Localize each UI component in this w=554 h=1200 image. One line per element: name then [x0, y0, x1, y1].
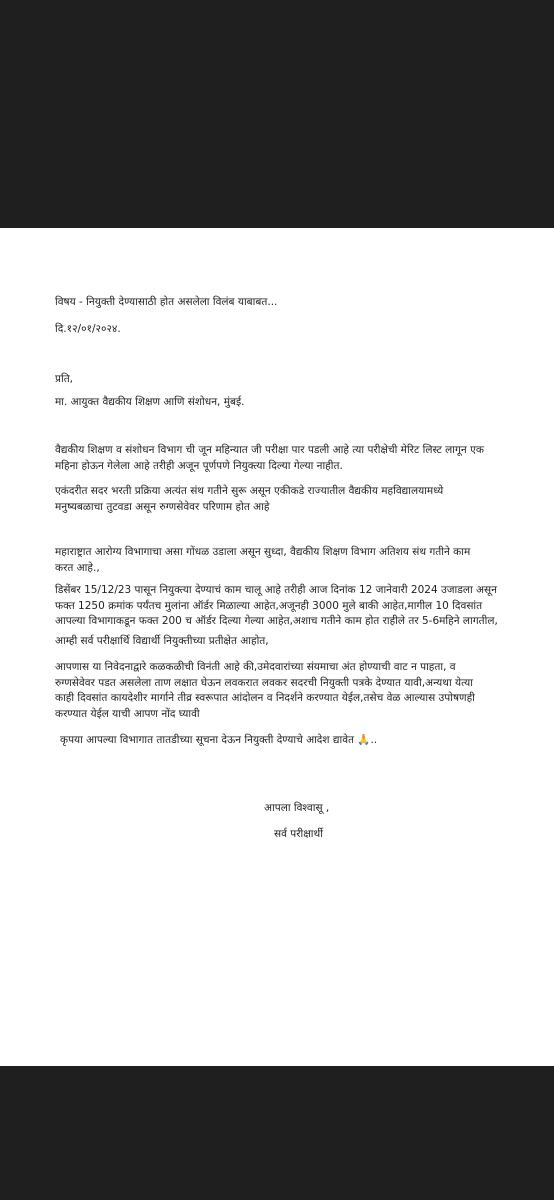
request-line — [60, 732, 530, 748]
paragraph-2-line: एकंदरीत सदर भरती प्रक्रिया अत्यंत संथ गतीने सुरू असून एकीकडे राज्यातील वैद्यकीय महविद्यालयामध्ये — [55, 485, 444, 497]
folded-hands-icon: 🙏 — [357, 734, 371, 746]
letter-salutation: प्रति, — [55, 373, 74, 385]
paragraph-6-line: काही दिवसांत कायदेशीर मार्गाने तीव्र स्वरूपात आंदोलन व निदर्शने करण्यात येईल,तसेच वेळ आल्यास उपोषणही — [55, 692, 475, 704]
paragraph-2-line: मनुष्यबळाचा तुटवडा असून रुग्णसेवेवर परिणाम होत आहे — [55, 500, 270, 513]
paragraph-6-line: करण्यात येईल याची आपण नोंद घ्यावी — [55, 707, 200, 720]
letter-recipient: मा. आयुक्त वैद्यकीय शिक्षण आणि संशोधन, मुंबई. — [55, 396, 245, 408]
paragraph-3-line: करत आहे., — [55, 561, 100, 574]
paragraph-1-line: वैद्यकीय शिक्षण व संशोधन विभाग ची जून महिन्यात जी परीक्षा पार पडली आहे त्या परीक्षेची मेरिट लिस्ट लागून एक — [55, 444, 484, 456]
letter-subject: विषय - नियुक्ती देण्यासाठी होत असलेला विलंब याबाबत... — [55, 296, 278, 308]
paragraph-2 — [55, 484, 513, 515]
paragraph-4-line: डिसेंबर 15/12/23 पासून नियुक्त्या देण्याचं काम चालू आहे तरीही आज दिनांक 12 जानेवारी 2024 उजाडला असून — [55, 584, 497, 596]
paragraph-4-line: फक्त 1250 क्रमांक पर्यंतच मुलांना ऑर्डर मिळाल्या आहेत,अजूनही 3000 मुले बाकी आहेत,मागील 10 दिवसांत — [55, 599, 483, 612]
paragraph-1-line: महिना होऊन गेलेला आहे तरीही अजून पूर्णपणे नियुक्त्या दिल्या गेल्या नाहीत. — [55, 459, 343, 472]
signature-text: सर्व परीक्षार्थी — [274, 828, 323, 840]
top-dark-band — [0, 0, 554, 228]
paragraph-6-line: आपणास या निवेदनाद्वारे कळकळीची विनंती आहे की,उमेदवारांच्या संयमाचा अंत होण्याची वाट न पाहता, व — [55, 661, 456, 673]
paragraph-6 — [55, 660, 513, 722]
closing-text: आपला विश्वासू , — [264, 802, 330, 814]
letter-date: दि.१२/०१/२०२४. — [55, 323, 121, 335]
paragraph-3 — [55, 545, 513, 576]
request-text: कृपया आपल्या विभागात तातडीच्या सूचना देऊन नियुक्ती देण्याचे आदेश द्यावेत — [60, 734, 355, 746]
paragraph-6-line: रुग्णसेवेवर पडत असलेला ताण लक्षात घेऊन लवकरात लवकर सदरची नियुक्ती पत्रके देण्यात यावी,अन्यथा येत्या — [55, 676, 473, 689]
paragraph-4 — [55, 583, 513, 630]
request-tail: .. — [370, 734, 378, 746]
paragraph-3-line: महाराष्ट्रात आरोग्य विभागाचा असा गोंधळ उडाला असून सुध्दा, वैद्यकीय शिक्षण विभाग अतिशय संथ गतीने काम — [55, 546, 471, 558]
paragraph-4-line: आपल्या विभागाकडून फक्त 200 च ऑर्डर दिल्या गेल्या आहेत,अशाच गतीने काम होत राहीले तर 5-6महिने लागतील, — [55, 615, 498, 627]
bottom-dark-band — [0, 1066, 554, 1200]
paragraph-5: आम्ही सर्व परीक्षार्थि विद्यार्थी नियुक्तीच्या प्रतीक्षेत आहोत, — [55, 635, 269, 647]
paragraph-1 — [55, 443, 513, 474]
